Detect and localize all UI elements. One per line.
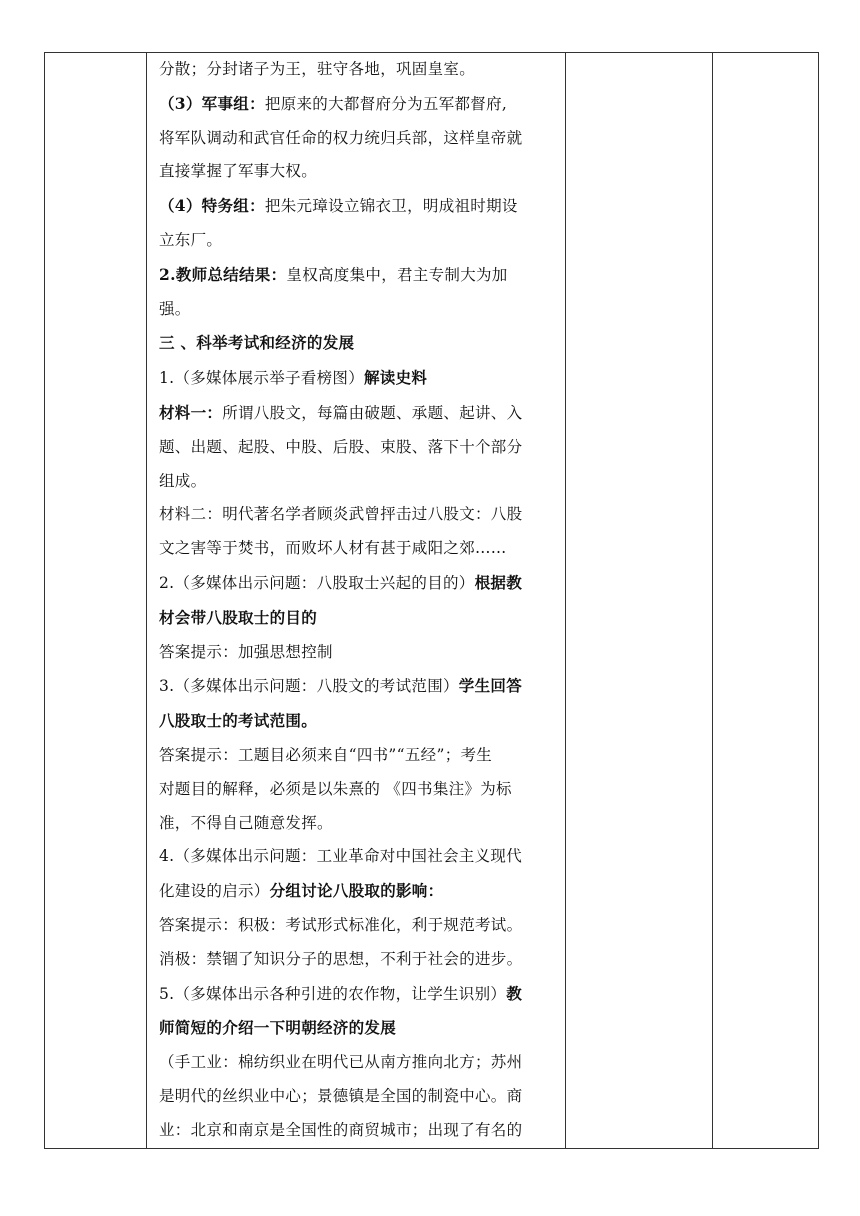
text-span: 所谓八股文，每篇由破题、承题、起讲、入 bbox=[222, 403, 523, 422]
bold-text: （4）特务组： bbox=[159, 196, 265, 216]
right-cell bbox=[713, 53, 819, 1149]
content-line bbox=[159, 1046, 559, 1080]
content-line bbox=[159, 669, 559, 704]
text-span: 题、出题、起股、中股、后股、束股、落下十个部分 bbox=[159, 437, 523, 456]
content-line bbox=[159, 396, 559, 431]
content-line bbox=[159, 498, 559, 532]
text-span: 答案提示：加强思想控制 bbox=[159, 642, 333, 661]
table-row bbox=[45, 53, 819, 1149]
text-span: 将军队调动和武官任命的权力统归兵部，这样皇帝就 bbox=[159, 128, 523, 147]
content-line bbox=[159, 601, 559, 636]
content-line bbox=[159, 532, 559, 566]
text-span: 业：北京和南京是全国性的商贸城市；出现了有名的 bbox=[159, 1120, 523, 1139]
bold-text: 材会带八股取士的目的 bbox=[159, 607, 318, 627]
text-span: 答案提示：工题目必须来自“四书”“五经”；考生 bbox=[159, 745, 493, 764]
content-line bbox=[159, 87, 559, 122]
text-span: 5.（多媒体出示各种引进的农作物，让学生识别） bbox=[159, 984, 507, 1003]
content-line bbox=[159, 1114, 559, 1148]
text-span: 皇权高度集中，君主专制大为加 bbox=[286, 265, 508, 284]
text-span: 分散；分封诸子为王，驻守各地，巩固皇室。 bbox=[159, 60, 476, 78]
bold-text: 学生回答 bbox=[458, 676, 522, 696]
bold-text: 材料一： bbox=[159, 402, 223, 422]
text-span: 是明代的丝织业中心；景德镇是全国的制瓷中心。商 bbox=[159, 1086, 523, 1105]
content-line bbox=[159, 258, 559, 293]
bold-text: 根据教 bbox=[474, 572, 522, 592]
content-line bbox=[159, 293, 559, 327]
content-line bbox=[159, 1080, 559, 1114]
text-span: 组成。 bbox=[159, 471, 207, 490]
bold-text: 八股取士的考试范围。 bbox=[159, 711, 318, 731]
content-line bbox=[159, 704, 559, 739]
bold-text: （3）军事组： bbox=[159, 93, 265, 113]
text-span: 材料二：明代著名学者顾炎武曾抨击过八股文：八股 bbox=[159, 505, 523, 524]
content-line bbox=[159, 224, 559, 258]
content-line bbox=[159, 465, 559, 499]
bold-text: 2.教师总结结果： bbox=[159, 264, 287, 284]
bold-text: 三 、科举考试和经济的发展 bbox=[159, 333, 355, 353]
content-line bbox=[159, 807, 559, 841]
left-cell bbox=[45, 53, 147, 1149]
text-span: 立东厂。 bbox=[159, 230, 223, 249]
text-span: 3.（多媒体出示问题：八股文的考试范围） bbox=[159, 677, 459, 696]
content-line bbox=[159, 122, 559, 156]
content-line bbox=[159, 840, 559, 874]
text-span: 1.（多媒体展示举子看榜图） bbox=[159, 369, 364, 388]
lesson-plan-table bbox=[44, 52, 819, 1149]
content-line bbox=[159, 361, 559, 396]
text-span: 准，不得自己随意发挥。 bbox=[159, 813, 333, 832]
text-span: 强。 bbox=[159, 299, 191, 318]
content-line bbox=[159, 1011, 559, 1046]
text-span: 直接掌握了军事大权。 bbox=[159, 162, 318, 181]
text-span: 答案提示：积极：考试形式标准化，利于规范考试。 bbox=[159, 915, 523, 934]
bold-text: 师简短的介绍一下明朝经济的发展 bbox=[159, 1018, 397, 1038]
content-line bbox=[159, 636, 559, 670]
text-span: 消极：禁锢了知识分子的思想，不利于社会的进步。 bbox=[159, 949, 523, 968]
text-span: 把朱元璋设立锦衣卫，明成祖时期设 bbox=[264, 197, 518, 216]
lesson-content bbox=[147, 53, 565, 1148]
bold-text: 解读史料 bbox=[364, 368, 428, 388]
text-span: 2.（多媒体出示问题：八股取士兴起的目的） bbox=[159, 573, 475, 592]
content-line bbox=[159, 874, 559, 909]
content-line bbox=[159, 909, 559, 943]
text-span: 把原来的大都督府分为五军都督府, bbox=[264, 94, 508, 113]
text-span: 文之害等于焚书，而败坏人材有甚于咸阳之郊…… bbox=[159, 539, 507, 558]
content-line bbox=[159, 53, 559, 87]
content-line bbox=[159, 431, 559, 465]
content-cell bbox=[147, 53, 566, 1149]
text-span: 对题目的解释，必须是以朱熹的 《四书集注》为标 bbox=[159, 779, 512, 798]
text-span: （手工业：棉纺织业在明代已从南方推向北方；苏州 bbox=[159, 1053, 523, 1072]
content-line bbox=[159, 943, 559, 977]
bold-text: 分组讨论八股取的影响： bbox=[269, 881, 444, 901]
content-line bbox=[159, 155, 559, 189]
content-line bbox=[159, 189, 559, 224]
text-span: 化建设的启示） bbox=[159, 882, 270, 901]
text-span: 4.（多媒体出示问题：工业革命对中国社会主义现代 bbox=[159, 847, 522, 866]
content-line bbox=[159, 977, 559, 1012]
content-line bbox=[159, 739, 559, 773]
bold-text: 教 bbox=[506, 983, 523, 1003]
content-line bbox=[159, 773, 559, 807]
content-line bbox=[159, 566, 559, 601]
notes-cell bbox=[566, 53, 713, 1149]
content-line bbox=[159, 326, 559, 361]
